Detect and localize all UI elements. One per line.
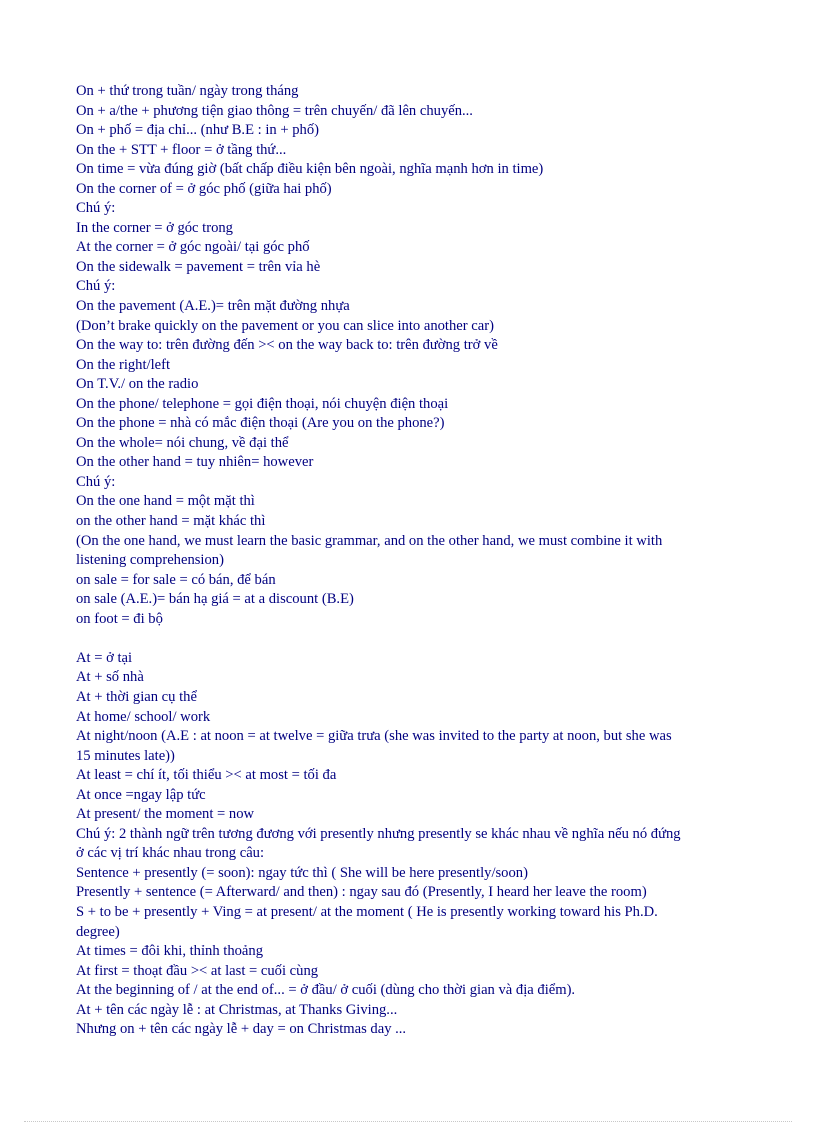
text-line: listening comprehension) (76, 552, 224, 569)
text-line: On the whole= nói chung, về đại thể (76, 434, 289, 451)
text-line: On the phone = nhà có mắc điện thoại (Are you on the phone?) (76, 415, 445, 432)
text-line: At home/ school/ work (76, 708, 211, 725)
text-line: At once =ngay lập tức (76, 786, 206, 803)
text-line: (On the one hand, we must learn the basic grammar, and on the other hand, we must combine it with (76, 532, 663, 549)
text-line: on sale = for sale = có bán, để bán (76, 571, 276, 588)
text-line: On the one hand = một mặt thì (76, 493, 255, 510)
text-line: Sentence + presently (= soon): ngay tức thì ( She will be here presently/soon) (76, 864, 528, 881)
document-body (76, 82, 756, 1040)
text-line: Nhưng on + tên các ngày lễ + day = on Christmas day ... (76, 1021, 407, 1038)
text-line: On the right/left (76, 356, 171, 373)
text-line: In the corner = ở góc trong (76, 219, 233, 236)
text-line: 15 minutes late)) (76, 747, 175, 764)
text-line: At + tên các ngày lễ : at Christmas, at Thanks Giving... (76, 1001, 398, 1018)
text-line: On the pavement (A.E.)= trên mặt đường nhựa (76, 298, 350, 315)
text-line: On the corner of = ở góc phố (giữa hai phố) (76, 180, 332, 197)
text-line: At times = đôi khi, thỉnh thoảng (76, 943, 263, 960)
text-line: degree) (76, 923, 120, 940)
text-line: At = ở tại (76, 649, 133, 666)
text-line: At the corner = ở góc ngoài/ tại góc phố (76, 239, 310, 256)
text-line: on foot = đi bộ (76, 610, 163, 627)
text-line: on the other hand = mặt khác thì (76, 513, 266, 530)
text-line: on sale (A.E.)= bán hạ giá = at a discount (B.E) (76, 591, 354, 608)
text-line: At the beginning of / at the end of... = ở đầu/ ở cuối (dùng cho thời gian và địa điểm). (76, 982, 576, 999)
blank-line (76, 629, 756, 649)
text-line: On time = vừa đúng giờ (bất chấp điều kiện bên ngoài, nghĩa mạnh hơn in time) (76, 161, 544, 178)
page-bottom-divider (24, 1121, 792, 1122)
text-line: ở các vị trí khác nhau trong câu: (76, 845, 265, 862)
text-line: On the phone/ telephone = gọi điện thoại, nói chuyện điện thoại (76, 395, 449, 412)
text-line: Chú ý: (76, 200, 116, 217)
text-line: On the + STT + floor = ở tầng thứ... (76, 141, 287, 158)
text-line: Chú ý: (76, 473, 116, 490)
text-line: On the other hand = tuy nhiên= however (76, 454, 314, 471)
text-line: At first = thoạt đầu >< at last = cuối cùng (76, 962, 319, 979)
text-line: On T.V./ on the radio (76, 376, 199, 393)
text-line: Chú ý: (76, 278, 116, 295)
text-line: At night/noon (A.E : at noon = at twelve = giữa trưa (she was invited to the party at noon, but she was (76, 728, 672, 745)
text-line: S + to be + presently + Ving = at present/ at the moment ( He is presently working toward his Ph.D. (76, 903, 658, 920)
text-line: On the way to: trên đường đến >< on the way back to: trên đường trở về (76, 337, 498, 354)
text-line: At present/ the moment = now (76, 806, 255, 823)
text-line: At + thời gian cụ thể (76, 688, 197, 705)
text-line: On the sidewalk = pavement = trên vỉa hè (76, 258, 321, 275)
text-line: Chú ý: 2 thành ngữ trên tương đương với presently nhưng presently se khác nhau về nghĩa nếu nó đứng (76, 825, 681, 842)
text-line: At least = chí ít, tối thiểu >< at most = tối đa (76, 767, 337, 784)
text-line: On + phố = địa chỉ... (như B.E : in + phố) (76, 122, 319, 139)
text-line: Presently + sentence (= Afterward/ and then) : ngay sau đó (Presently, I heard her leave the room) (76, 884, 647, 901)
text-line: On + thứ trong tuần/ ngày trong tháng (76, 83, 299, 99)
text-line: At + số nhà (76, 669, 144, 686)
text-line: On + a/the + phương tiện giao thông = trên chuyến/ đã lên chuyến... (76, 102, 473, 119)
text-line: (Don’t brake quickly on the pavement or you can slice into another car) (76, 317, 494, 334)
